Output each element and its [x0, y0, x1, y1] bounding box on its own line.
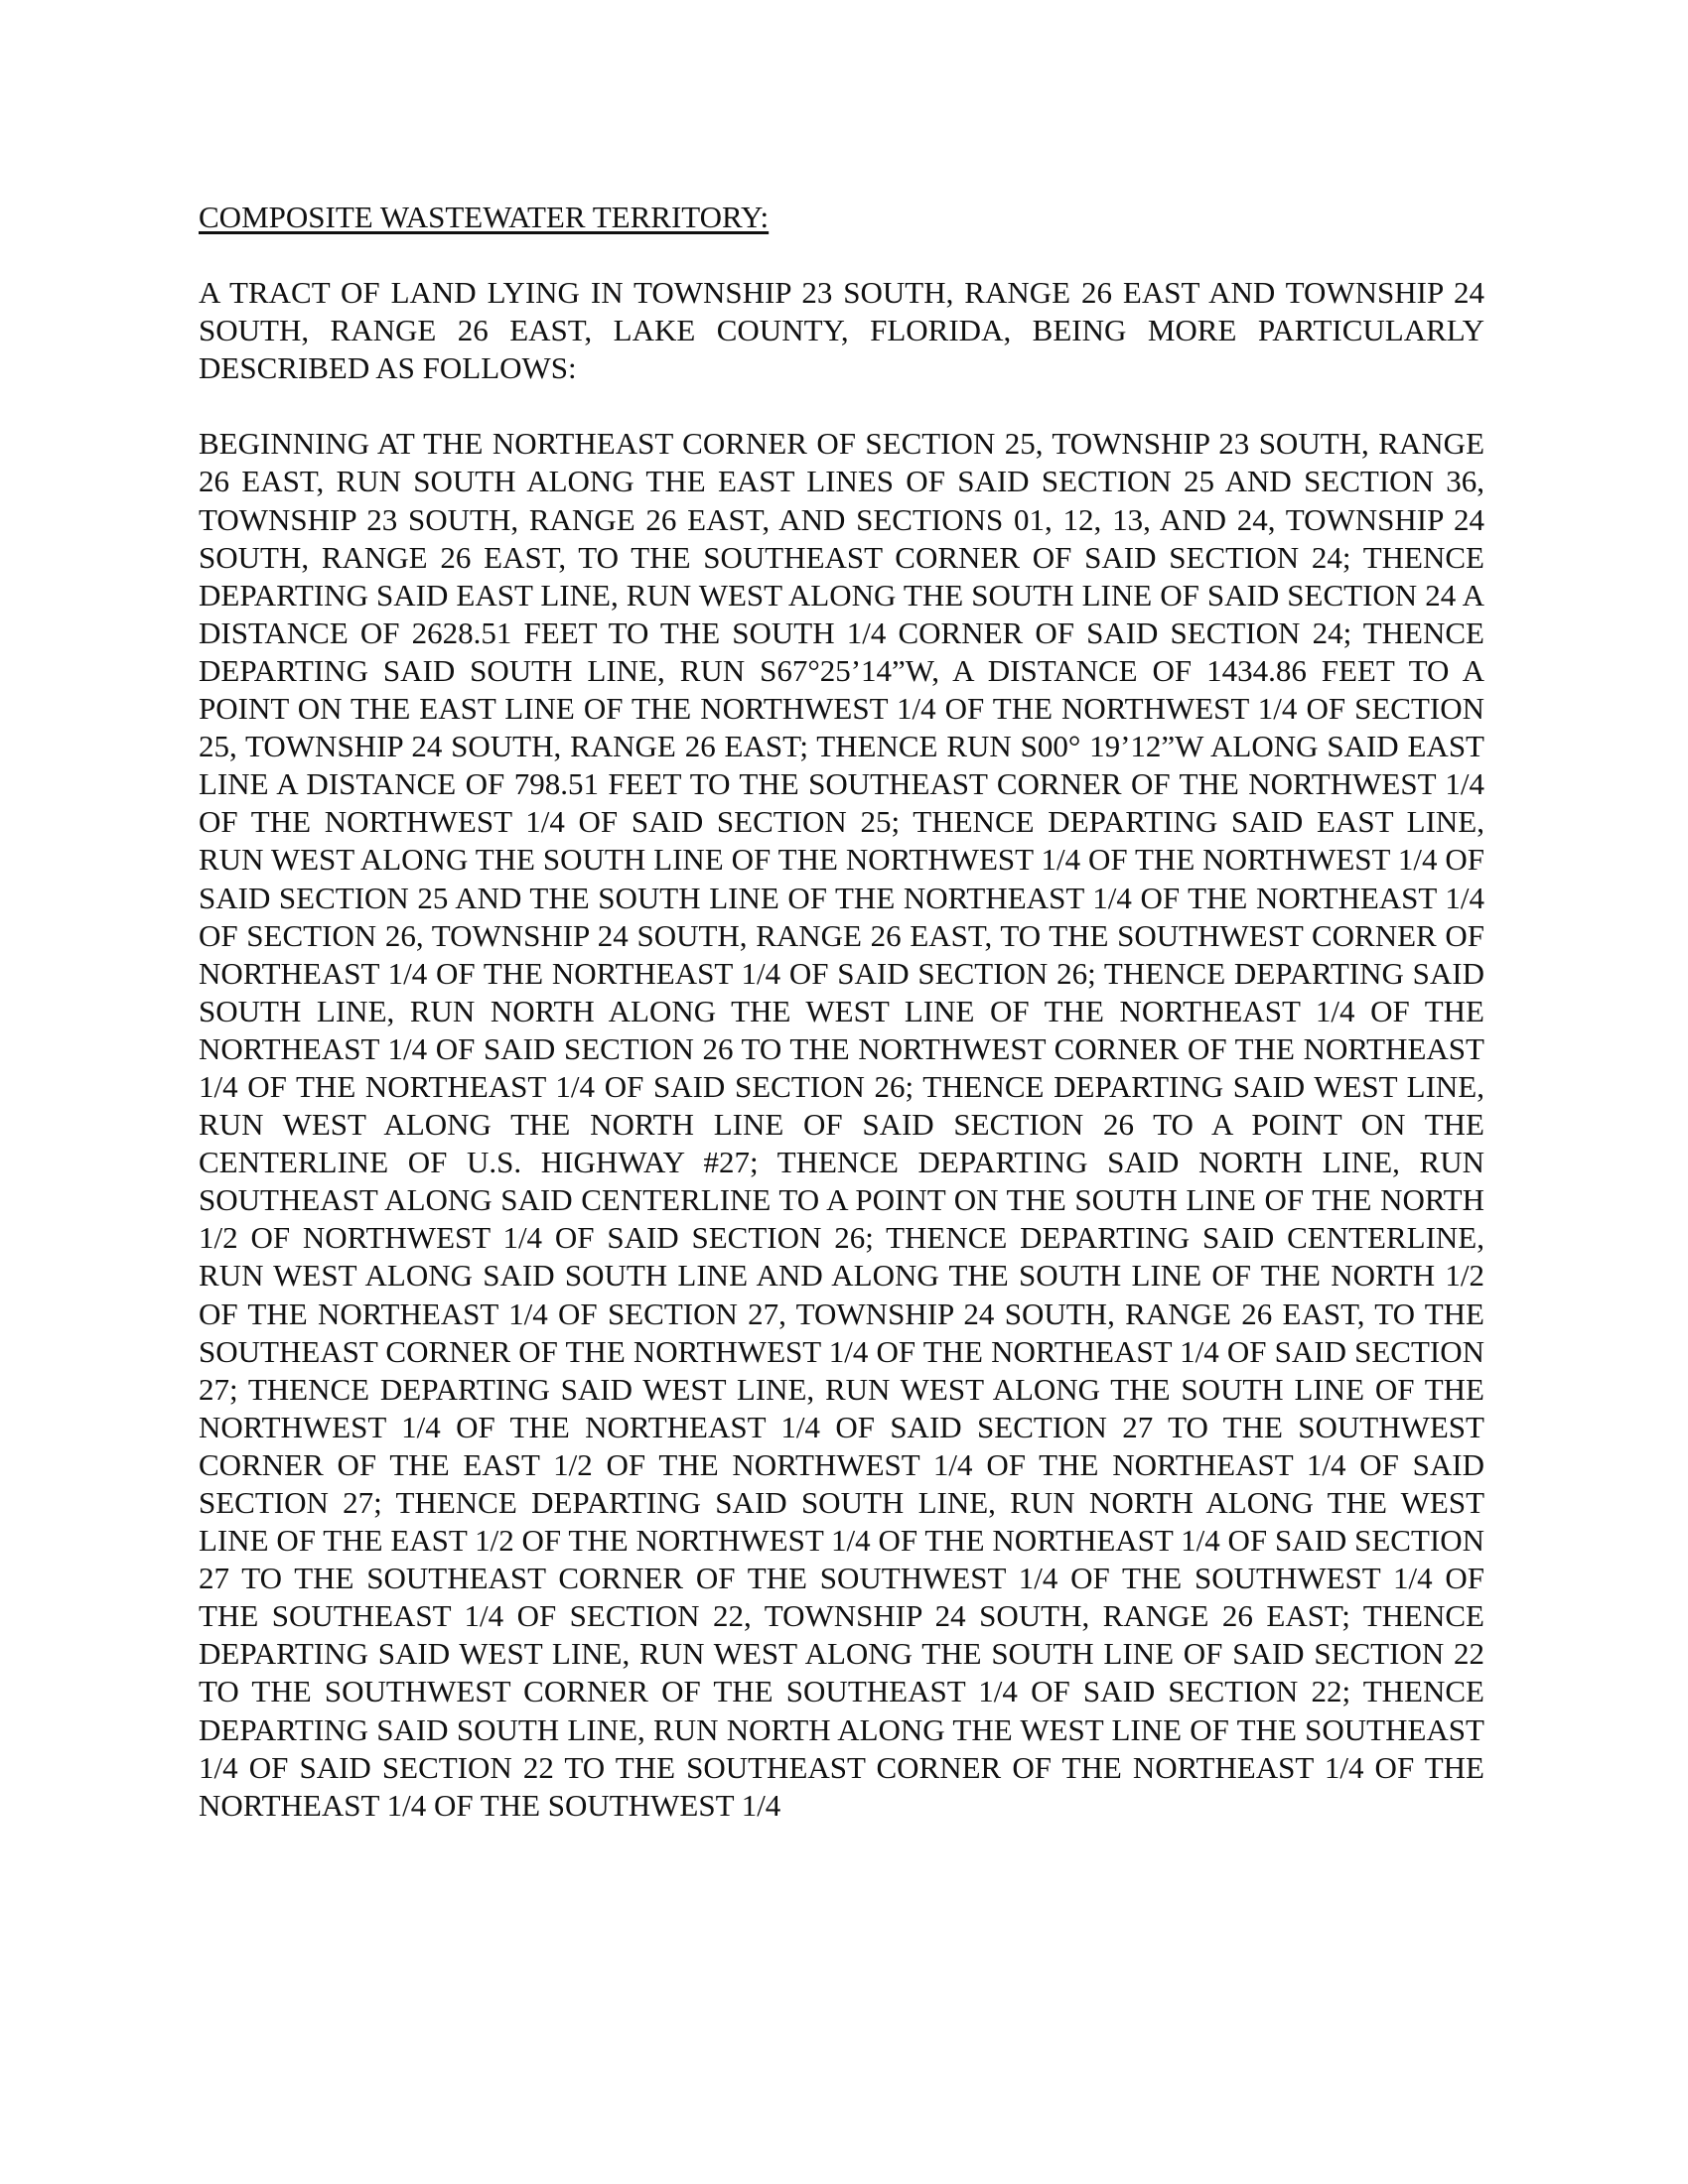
document-page: [199, 199, 1484, 1825]
tract-intro-paragraph: A TRACT OF LAND LYING IN TOWNSHIP 23 SOUTH, RANGE 26 EAST AND TOWNSHIP 24 SOUTH, RANGE 26 EAST, LAKE COUNTY, FLORIDA, BEING MORE PARTICULARLY DESCRIBED AS FOLLOWS:: [199, 275, 1484, 386]
document-heading: COMPOSITE WASTEWATER TERRITORY:: [199, 200, 770, 234]
legal-description-paragraph: BEGINNING AT THE NORTHEAST CORNER OF SECTION 25, TOWNSHIP 23 SOUTH, RANGE 26 EAST, RUN SOUTH ALONG THE EAST LINES OF SAID SECTION 25 AND SECTION 36, TOWNSHIP 23 SOUTH, RANGE 26 EAST, AND SECTIONS 01, 12, 13, AND 24, TOWNSHIP 24 SOUTH, RANGE 26 EAST, TO THE SOUTHEAST CORNER OF SAID SECTION 24; THENCE DEPARTING SAID EAST LINE, RUN WEST ALONG THE SOUTH LINE OF SAID SECTION 24 A DISTANCE OF 2628.51 FEET TO THE SOUTH 1/4 CORNER OF SAID SECTION 24; THENCE DEPARTING SAID SOUTH LINE, RUN S67°25’14”W, A DISTANCE OF 1434.86 FEET TO A POINT ON THE EAST LINE OF THE NORTHWEST 1/4 OF THE NORTHWEST 1/4 OF SECTION 25, TOWNSHIP 24 SOUTH, RANGE 26 EAST; THENCE RUN S00° 19’12”W ALONG SAID EAST LINE A DISTANCE OF 798.51 FEET TO THE SOUTHEAST CORNER OF THE NORTHWEST 1/4 OF THE NORTHWEST 1/4 OF SAID SECTION 25; THENCE DEPARTING SAID EAST LINE, RUN WEST ALONG THE SOUTH LINE OF THE NORTHWEST 1/4 OF THE NORTHWEST 1/4 OF SAID SECTION 25 AND THE SOUTH LINE OF THE NORTHEAST 1/4 OF THE NORTHEAST 1/4 OF SECTION 26, TOWNSHIP 24 SOUTH, RANGE 26 EAST, TO THE SOUTHWEST CORNER OF NORTHEAST 1/4 OF THE NORTHEAST 1/4 OF SAID SECTION 26; THENCE DEPARTING SAID SOUTH LINE, RUN NORTH ALONG THE WEST LINE OF THE NORTHEAST 1/4 OF THE NORTHEAST 1/4 OF SAID SECTION 26 TO THE NORTHWEST CORNER OF THE NORTHEAST 1/4 OF THE NORTHEAST 1/4 OF SAID SECTION 26; THENCE DEPARTING SAID WEST LINE, RUN WEST ALONG THE NORTH LINE OF SAID SECTION 26 TO A POINT ON THE CENTERLINE OF U.S. HIGHWAY #27; THENCE DEPARTING SAID NORTH LINE, RUN SOUTHEAST ALONG SAID CENTERLINE TO A POINT ON THE SOUTH LINE OF THE NORTH 1/2 OF NORTHWEST 1/4 OF SAID SECTION 26; THENCE DEPARTING SAID CENTERLINE, RUN WEST ALONG SAID SOUTH LINE AND ALONG THE SOUTH LINE OF THE NORTH 1/2 OF THE NORTHEAST 1/4 OF SECTION 27, TOWNSHIP 24 SOUTH, RANGE 26 EAST, TO THE SOUTHEAST CORNER OF THE NORTHWEST 1/4 OF THE NORTHEAST 1/4 OF SAID SECTION 27; THENCE DEPARTING SAID WEST LINE, RUN WEST ALONG THE SOUTH LINE OF THE NORTHWEST 1/4 OF THE NORTHEAST 1/4 OF SAID SECTION 27 TO THE SOUTHWEST CORNER OF THE EAST 1/2 OF THE NORTHWEST 1/4 OF THE NORTHEAST 1/4 OF SAID SECTION 27; THENCE DEPARTING SAID SOUTH LINE, RUN NORTH ALONG THE WEST LINE OF THE EAST 1/2 OF THE NORTHWEST 1/4 OF THE NORTHEAST 1/4 OF SAID SECTION 27 TO THE SOUTHEAST CORNER OF THE SOUTHWEST 1/4 OF THE SOUTHWEST 1/4 OF THE SOUTHEAST 1/4 OF SECTION 22, TOWNSHIP 24 SOUTH, RANGE 26 EAST; THENCE DEPARTING SAID WEST LINE, RUN WEST ALONG THE SOUTH LINE OF SAID SECTION 22 TO THE SOUTHWEST CORNER OF THE SOUTHEAST 1/4 OF SAID SECTION 22; THENCE DEPARTING SAID SOUTH LINE, RUN NORTH ALONG THE WEST LINE OF THE SOUTHEAST 1/4 OF SAID SECTION 22 TO THE SOUTHEAST CORNER OF THE NORTHEAST 1/4 OF THE NORTHEAST 1/4 OF THE SOUTHWEST 1/4: [199, 426, 1484, 1823]
